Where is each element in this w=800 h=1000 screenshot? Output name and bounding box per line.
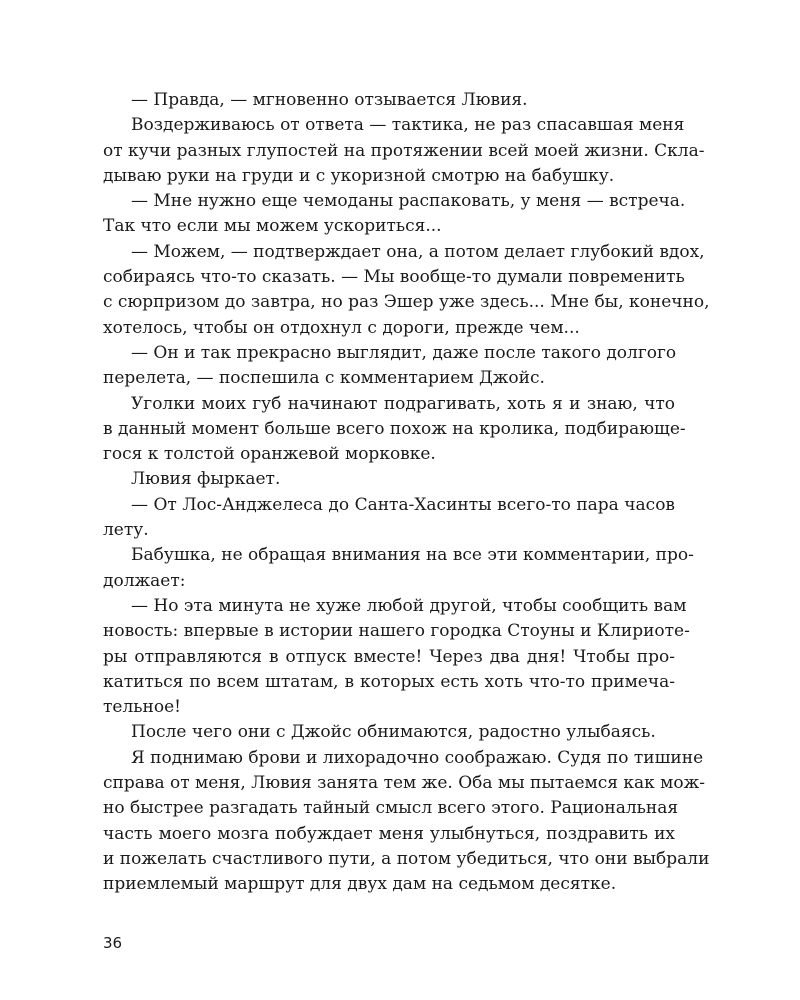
page-number: 36	[103, 934, 123, 952]
text-line: в данный момент больше всего похож на кролика, подбирающе-	[103, 418, 686, 439]
body-text	[103, 88, 710, 898]
text-line: Так что если мы можем ускориться...	[103, 216, 442, 237]
text-line: гося к толстой оранжевой морковке.	[103, 444, 436, 465]
text-line: — Но эта минута не хуже любой другой, чтобы сообщить вам	[131, 595, 687, 616]
text-line: — Он и так прекрасно выглядит, даже после такого долгого	[131, 342, 677, 363]
text-line: Уголки моих губ начинают подрагивать, хоть я и знаю, что	[131, 393, 675, 414]
text-line: катиться по всем штатам, в которых есть хоть что-то примеча-	[103, 671, 675, 692]
text-line: дываю руки на груди и с укоризной смотрю на бабушку.	[103, 165, 615, 186]
text-line: Я поднимаю брови и лихорадочно соображаю. Судя по тишине	[131, 747, 704, 768]
text-line: После чего они с Джойс обнимаются, радостно улыбаясь.	[131, 722, 656, 743]
text-line: — Правда, — мгновенно отзывается Лювия.	[131, 90, 528, 110]
text-line: ры отправляются в отпуск вместе! Через два дня! Чтобы про-	[103, 646, 675, 667]
text-line: Бабушка, не обращая внимания на все эти комментарии, про-	[131, 545, 694, 566]
text-line: часть моего мозга побуждает меня улыбнуться, поздравить их	[103, 823, 675, 844]
text-line: с сюрпризом до завтра, но раз Эшер уже здесь... Мне бы, конечно,	[103, 292, 710, 313]
text-line: Воздерживаюсь от ответа — тактика, не раз спасавшая меня	[131, 115, 685, 136]
text-line: собираясь что-то сказать. — Мы вообще-то думали повременить	[103, 267, 685, 288]
text-line: Лювия фыркает.	[131, 469, 281, 490]
text-line: тельное!	[103, 697, 181, 718]
text-line: должает:	[103, 570, 186, 591]
text-line: хотелось, чтобы он отдохнул с дороги, прежде чем...	[103, 317, 580, 338]
text-line: лету.	[103, 520, 149, 541]
text-line: но быстрее разгадать тайный смысл всего этого. Рациональная	[103, 798, 679, 819]
text-line: новость: впервые в истории нашего городка Стоуны и Клириоте-	[103, 621, 690, 642]
text-line: от кучи разных глупостей на протяжении всей моей жизни. Скла-	[103, 140, 705, 161]
text-line: — Можем, — подтверждает она, а потом делает глубокий вдох,	[131, 241, 705, 262]
text-line: — Мне нужно еще чемоданы распаковать, у меня — встреча.	[131, 191, 686, 212]
text-line: и пожелать счастливого пути, а потом убедиться, что они выбрали	[103, 848, 710, 869]
text-line: перелета, — поспешила с комментарием Джойс.	[103, 368, 545, 389]
text-line: справа от меня, Лювия занята тем же. Оба мы пытаемся как мож-	[103, 773, 706, 794]
text-line: — От Лос-Анджелеса до Санта-Хасинты всего-то пара часов	[131, 494, 675, 515]
text-line: приемлемый маршрут для двух дам на седьмом десятке.	[103, 874, 617, 895]
